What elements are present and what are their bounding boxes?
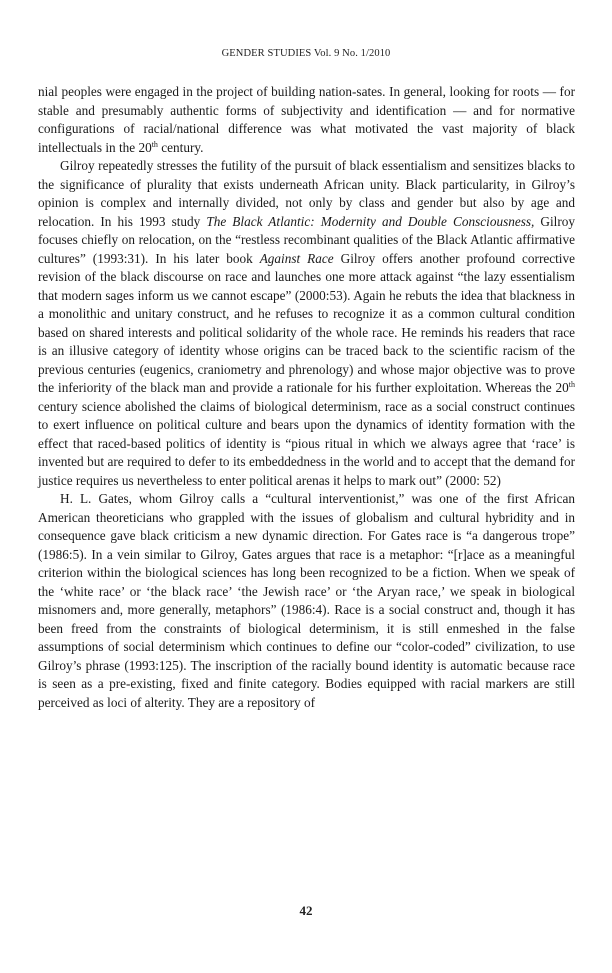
running-header bbox=[0, 48, 612, 59]
paragraph-text: Gilroy offers another profound corrective revision of the black discourse on race and launches one more attack against “the lazy essentialism that modern sages inform us we cannot escape” (2000:53). Again he rebuts the idea that blackness in a monolithic and unitary construct, and he refuses to recognize it as a common cultural condition based on shared interests and political solidarity of the whole race. He reminds his readers that race is an illusive category of identity whose origins can be traced back to the scientific racism of the previous centuries (eugenics, craniometry and phrenology) and whose major objective was to prove the inferiority of the black man and provide a rationale for his further exploitation. Whereas the 20 bbox=[38, 250, 575, 395]
journal-number: No. 1/2010 bbox=[342, 48, 391, 59]
paragraph-text: century. bbox=[157, 139, 204, 155]
superscript: th bbox=[568, 380, 575, 389]
paragraph-text: Gilroy focuses chiefly on relocation, on the “restless recombinant qualities of the Black Atlantic affirmative cultures” (1993:31). In his later book bbox=[38, 213, 576, 266]
paragraph-text: Gilroy repeatedly stresses the futility of the pursuit of black essentialism and sensitizes blacks to the significance of plurality that exists underneath African unity. Black particularity, in Gilroy’s opinion is complex and internally divided, not only by class and gender but also by age and relocation. In his 1993 study bbox=[38, 158, 575, 229]
article-body bbox=[38, 83, 575, 712]
journal-name: GENDER STUDIES bbox=[221, 48, 312, 59]
book-title-black-atlantic: The Black Atlantic: Modernity and Double Consciousness, bbox=[206, 213, 535, 229]
paragraph-gates bbox=[38, 490, 575, 712]
paragraph-text: H. L. Gates, whom Gilroy calls a “cultural interventionist,” was one of the first African American theoreticians who grappled with the issues of globalism and cultural hybridity and in consequence gave black criticism a new dynamic direction. For Gates race is “a dangerous trope” (1986:5). In a vein similar to Gilroy, Gates argues that race is a metaphor: “[r]ace as a meaningful criterion within the biological sciences has long been recognized to be a fiction. When we speak of the ‘white race’ or ‘the black race’ ‘the Jewish race’ or ‘the Aryan race,’ we speak in biological misnomers and, more generally, metaphors” (1986:4). Race is a social construct and, though it has been freed from the constraints of biological determinism, it is still enmeshed in the false assumptions of social determinism which continues to define our “color-coded” civilization, to use Gilroy’s phrase (1993:125). The inscription of the racially bound identity is automatic because race is seen as a pre-existing, fixed and finite category. Bodies equipped with racial markers are still perceived as loci of alterity. They are a repository of bbox=[38, 491, 575, 710]
journal-volume: Vol. 9 bbox=[313, 48, 340, 59]
paragraph-continuation bbox=[38, 83, 575, 157]
paragraph-gilroy bbox=[38, 157, 575, 490]
superscript: th bbox=[151, 139, 158, 149]
paragraph-text: century science abolished the claims of biological determinism, race as a social construct continues to exert influence on political culture and bears upon the dynamics of identity formation with the effect that raced-based politics of identity is “pious ritual in which we always agree that ‘race’ is invented but are required to defer to its embeddedness in the world and to accept that the demand for justice requires us nevertheless to enter political arenas it helps to mark out” (2000: 52) bbox=[38, 398, 575, 488]
book-title-against-race: Against Race bbox=[259, 250, 334, 266]
page-number: 42 bbox=[299, 903, 313, 918]
paragraph-text: nial peoples were engaged in the project of building nation-sates. In general, looking for roots — for stable and presumably authentic forms of subjectivity and identification — and for normative configurations of racial/national difference was what motivated the vast majority of black intellectuals in the 20 bbox=[38, 84, 575, 155]
